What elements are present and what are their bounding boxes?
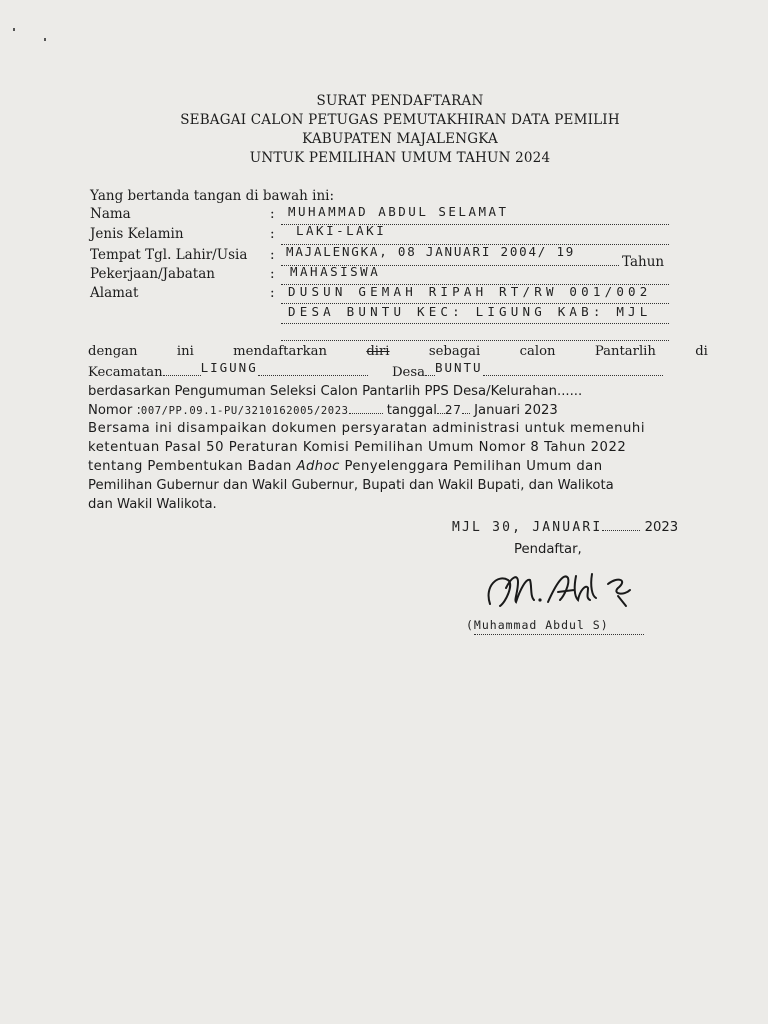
scan-speck bbox=[44, 38, 46, 41]
pekerjaan-value: MAHASISWA bbox=[290, 264, 381, 279]
ttl-label: Tempat Tgl. Lahir/Usia bbox=[90, 247, 248, 263]
pekerjaan-colon: : bbox=[270, 266, 275, 282]
header-regency: KABUPATEN MAJALENGKA bbox=[302, 131, 498, 147]
place-date bbox=[452, 520, 678, 535]
ttl-tahun: Tahun bbox=[622, 254, 665, 270]
tanggal-label: tanggal bbox=[386, 403, 437, 418]
place-date-value: MJL 30, JANUARI bbox=[452, 520, 603, 535]
word: di bbox=[695, 344, 708, 359]
scan-speck bbox=[13, 28, 15, 31]
word: dengan bbox=[88, 344, 138, 359]
pendaftar-label: Pendaftar, bbox=[514, 542, 582, 557]
place-date-year: 2023 bbox=[644, 520, 679, 535]
nama-label: Nama bbox=[90, 206, 131, 222]
desa-label: Desa bbox=[391, 365, 425, 380]
alamat-dotline-2 bbox=[281, 323, 669, 324]
word: mendaftarkan bbox=[233, 344, 327, 359]
alamat-colon: : bbox=[270, 285, 275, 301]
paragraph-line-7 bbox=[88, 459, 708, 474]
word: sebagai bbox=[428, 344, 481, 359]
word: calon bbox=[519, 344, 556, 359]
intro-text: Yang bertanda tangan di bawah ini: bbox=[90, 188, 335, 204]
handwritten-signature bbox=[478, 566, 648, 616]
word: diri bbox=[366, 344, 390, 359]
pekerjaan-label: Pekerjaan/Jabatan bbox=[90, 266, 215, 282]
alamat-value-1: DUSUN GEMAH RIPAH RT/RW 001/002 bbox=[288, 284, 652, 299]
word: Pantarlih bbox=[594, 344, 656, 359]
document-header bbox=[0, 92, 768, 168]
paragraph-line-9: dan Wakil Walikota. bbox=[88, 497, 217, 512]
word: ini bbox=[176, 344, 194, 359]
alamat-value-2: DESA BUNTU KEC: LIGUNG KAB: MJL bbox=[288, 304, 652, 319]
nama-value: MUHAMMAD ABDUL SELAMAT bbox=[288, 204, 509, 219]
desa-value: BUNTU bbox=[434, 360, 483, 375]
jenis-kelamin-label: Jenis Kelamin bbox=[90, 226, 184, 242]
line7-post: Penyelenggara Pemilihan Umum dan bbox=[339, 459, 603, 474]
paragraph-line-4 bbox=[88, 402, 708, 418]
line7-italic: Adhoc bbox=[296, 459, 340, 474]
alamat-label: Alamat bbox=[90, 285, 139, 301]
kecamatan-label: Kecamatan bbox=[88, 365, 163, 380]
line7-pre: tentang Pembentukan Badan bbox=[88, 459, 297, 474]
ttl-value: MAJALENGKA, 08 JANUARI 2004/ 19 bbox=[286, 244, 576, 259]
paragraph-line-5: Bersama ini disampaikan dokumen persyaratan administrasi untuk memenuhi bbox=[88, 421, 646, 436]
header-election: UNTUK PEMILIHAN UMUM TAHUN 2024 bbox=[249, 150, 551, 166]
jenis-kelamin-value: LAKI-LAKI bbox=[296, 223, 387, 238]
paragraph-line-8: Pemilihan Gubernur dan Wakil Gubernur, Bupati dan Wakil Bupati, dan Walikota bbox=[88, 478, 614, 493]
header-subtitle: SEBAGAI CALON PETUGAS PEMUTAKHIRAN DATA PEMILIH bbox=[180, 112, 620, 128]
paragraph-line-2 bbox=[88, 360, 708, 380]
paragraph-line-3: berdasarkan Pengumuman Seleksi Calon Pantarlih PPS Desa/Kelurahan...... bbox=[88, 384, 583, 399]
tanggal-value: 27 bbox=[444, 402, 462, 417]
alamat-dotline-3 bbox=[281, 340, 669, 341]
nomor-value: 007/PP.09.1-PU/3210162005/2023 bbox=[140, 405, 349, 417]
ttl-colon: : bbox=[270, 247, 275, 263]
kecamatan-value: LIGUNG bbox=[200, 360, 258, 375]
nama-colon: : bbox=[270, 206, 275, 222]
jenis-kelamin-colon: : bbox=[270, 226, 275, 242]
nomor-label: Nomor : bbox=[88, 403, 141, 418]
signatory-dotline bbox=[474, 634, 644, 635]
paragraph-line-1 bbox=[88, 344, 708, 359]
paragraph-line-6: ketentuan Pasal 50 Peraturan Komisi Pemilihan Umum Nomor 8 Tahun 2022 bbox=[88, 440, 627, 455]
signatory-name: (Muhammad Abdul S) bbox=[466, 618, 609, 632]
tanggal-suffix: Januari 2023 bbox=[474, 403, 558, 418]
header-title: SURAT PENDAFTARAN bbox=[316, 93, 484, 109]
